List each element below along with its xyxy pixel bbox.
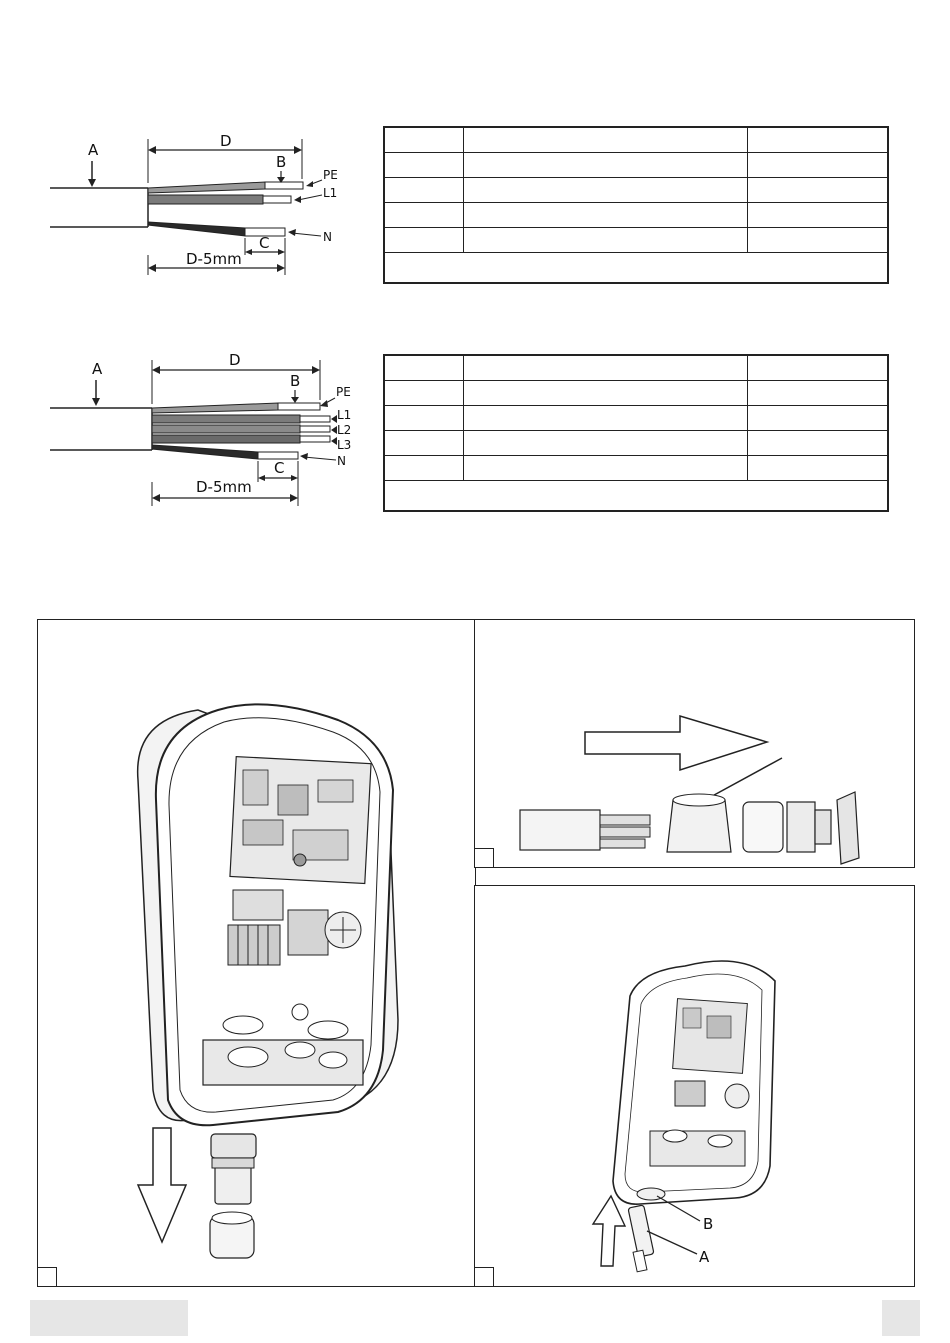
- table-row: [384, 228, 888, 253]
- table-row: [384, 381, 888, 406]
- table-row-note: [384, 253, 888, 284]
- label-c: C: [259, 234, 270, 252]
- panel-cable-insertion: [474, 885, 915, 1287]
- label-a: A: [92, 360, 103, 378]
- label-b: B: [290, 372, 301, 390]
- table-row: [384, 431, 888, 456]
- label-pe: PE: [336, 385, 351, 399]
- label-n: N: [323, 230, 332, 244]
- step-number-box: [474, 1267, 494, 1287]
- label-pe: PE: [323, 168, 338, 182]
- table-row: [384, 127, 888, 153]
- table-row: [384, 178, 888, 203]
- step-number-box: [474, 848, 494, 868]
- table-row: [384, 456, 888, 481]
- label-c: C: [274, 459, 285, 477]
- label-l2: L2: [337, 423, 352, 437]
- panel-cable-gland-exploded: [474, 619, 915, 868]
- label-d-minus: D-5mm: [196, 478, 252, 496]
- label-l3: L3: [337, 438, 352, 452]
- cable-insertion-illustration: [475, 886, 914, 1286]
- table-row: [384, 406, 888, 431]
- step-number-box: [37, 1267, 57, 1287]
- cable-strip-diagram-3phase: [40, 348, 370, 518]
- spec-table-3phase: [383, 354, 889, 512]
- label-l1: L1: [323, 186, 338, 200]
- label-d-minus: D-5mm: [186, 250, 242, 268]
- gland-exploded-illustration: [475, 620, 914, 867]
- footer-page-box: [882, 1300, 920, 1336]
- label-a: A: [88, 141, 99, 159]
- label-d: D: [229, 351, 241, 369]
- label-b: B: [276, 153, 287, 171]
- label-n: N: [337, 454, 346, 468]
- spec-table-1phase: [383, 126, 889, 284]
- cable-strip-diagram-1phase: [40, 125, 360, 285]
- open-enclosure-illustration: [38, 620, 475, 1286]
- table-row: [384, 355, 888, 381]
- panel-open-enclosure: [37, 619, 476, 1287]
- label-b: B: [703, 1215, 714, 1233]
- label-d: D: [220, 132, 232, 150]
- table-row: [384, 153, 888, 178]
- label-a: A: [699, 1248, 710, 1266]
- table-row: [384, 203, 888, 228]
- footer-bar-left: [30, 1300, 188, 1336]
- table-row-note: [384, 481, 888, 512]
- label-l1: L1: [337, 408, 352, 422]
